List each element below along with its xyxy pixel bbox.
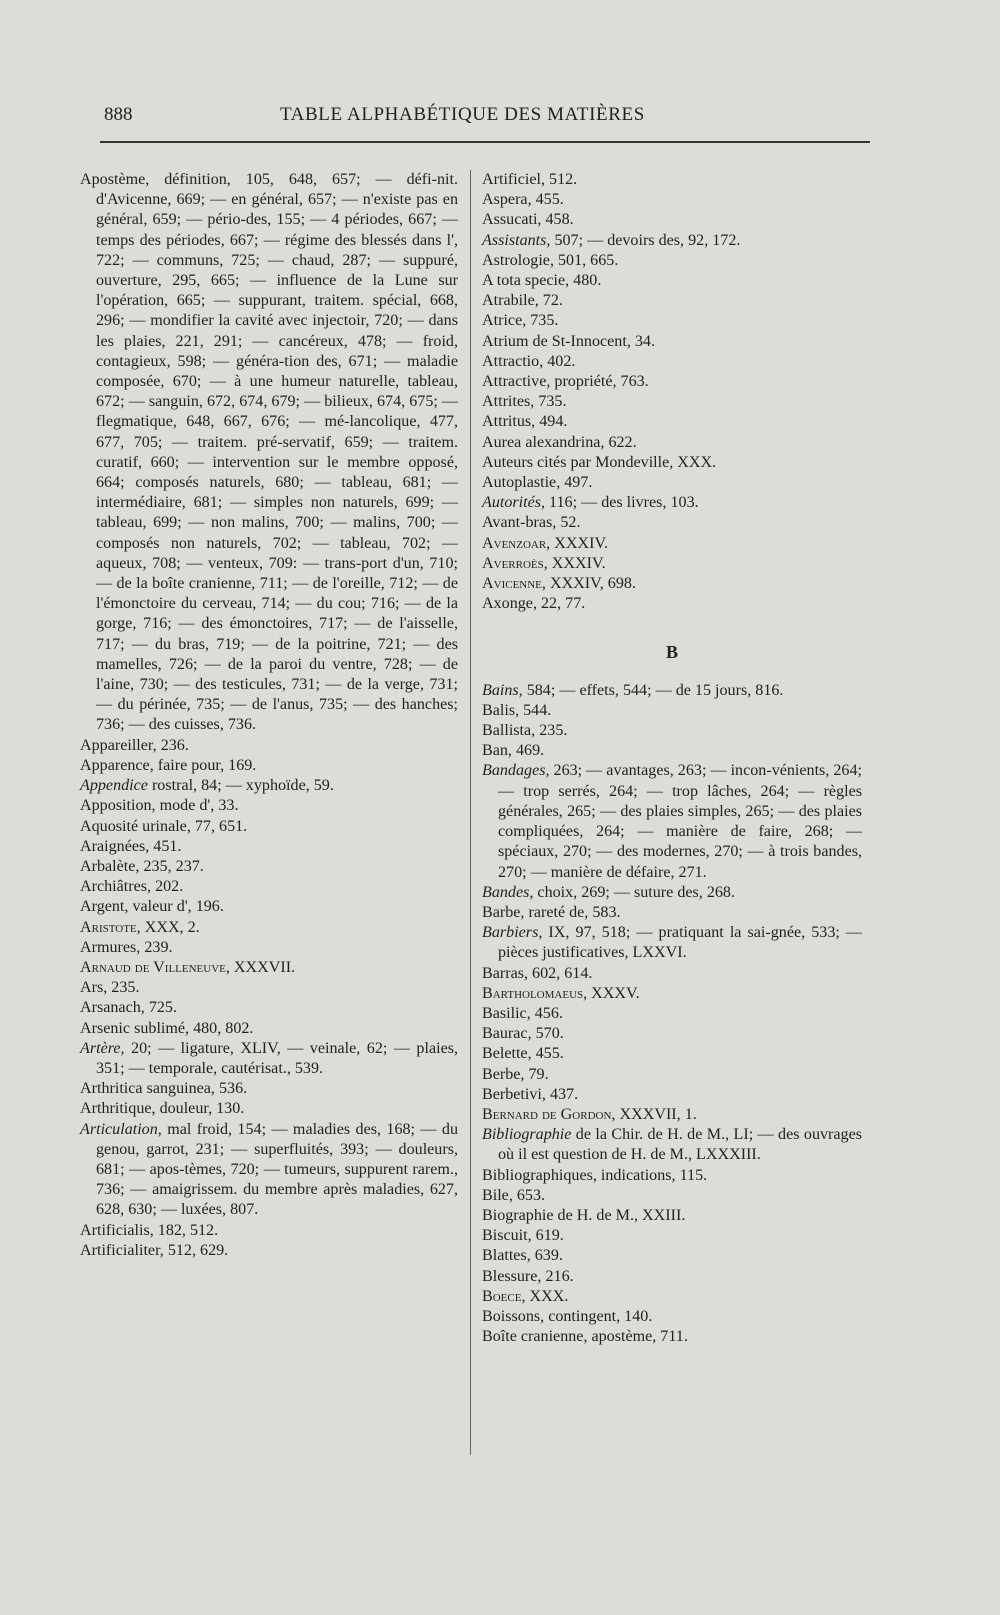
entry-references: 494.: [535, 413, 568, 431]
index-entry: [482, 1226, 862, 1246]
index-entry: [482, 513, 862, 533]
entry-references: XXXIV.: [550, 534, 609, 552]
entry-references: 455.: [531, 191, 564, 209]
entry-references: 235.: [107, 979, 140, 997]
entry-headword: Bains,: [482, 681, 523, 699]
entry-headword: Atrium: [482, 332, 529, 350]
entry-references: 216.: [541, 1267, 574, 1285]
section-letter-b: B: [665, 642, 678, 663]
entry-headword: Bile,: [482, 1186, 513, 1204]
running-title: TABLE ALPHABÉTIQUE DES MATIÈRES: [280, 104, 645, 125]
index-entry: [482, 883, 862, 903]
entry-references: mal froid, 154; — maladies des, 168; — du genou, garrot, 231; — superfluités, 393; — douleurs, 681; — apos-tèmes, 720; — tumeurs, suppurent rarem., 736; — amaigrissem. du membre après maladies, 627, 628, 630; — luxées, 807.: [96, 1120, 458, 1219]
entry-headword: Bartholomaeus,: [482, 984, 588, 1002]
entry-headword: Balis,: [482, 701, 520, 719]
entry-headword: Apostème,: [80, 171, 150, 188]
index-entry: [482, 1024, 862, 1044]
entry-headword: Avicenne,: [482, 575, 546, 593]
entry-references: 455.: [531, 1045, 564, 1063]
entry-headword: Artificiel,: [482, 171, 546, 188]
entry-headword: Arbalète,: [80, 857, 140, 875]
index-entry: [482, 251, 862, 271]
entry-references: choix, 269; — suture des, 268.: [533, 883, 736, 901]
index-entry: [482, 332, 862, 352]
entry-headword: Artificialis,: [80, 1221, 154, 1239]
entry-headword: Appareiller,: [80, 736, 157, 754]
entry-references: alexandrina, 622.: [521, 433, 637, 451]
index-entry: [482, 741, 862, 761]
index-entry: [482, 1186, 862, 1206]
entry-references: 202.: [151, 878, 184, 896]
index-entry: [80, 1120, 458, 1221]
entry-references: contingent, 140.: [544, 1307, 653, 1325]
entry-headword: Attrites,: [482, 393, 535, 411]
entry-headword: Arthritique,: [80, 1100, 156, 1118]
index-entry: [80, 796, 458, 816]
index-entry: [482, 1004, 862, 1024]
entry-headword: Avenzoar,: [482, 534, 551, 552]
index-entry: [482, 1044, 862, 1064]
entry-references: XXX.: [525, 1287, 569, 1305]
entry-references: 512.: [545, 171, 578, 188]
entry-headword: Blessure,: [482, 1267, 542, 1285]
entry-references: 584; — effets, 544; — de 15 jours, 816.: [522, 681, 784, 699]
entry-headword: Aurea: [482, 433, 522, 451]
entry-references: de la Chir. de H. de M., LI; — des ouvrages où il est question de H. de M., LXXXIII.: [498, 1126, 862, 1164]
entry-headword: Assistants,: [482, 231, 551, 249]
entry-references: 469.: [511, 742, 545, 760]
index-entry: [80, 837, 458, 857]
entry-headword: Avant-bras,: [482, 514, 557, 532]
index-entry: [80, 1019, 458, 1039]
header-rule: [100, 141, 870, 143]
index-entry: [482, 594, 862, 614]
index-entry: [80, 938, 458, 958]
index-entry: [482, 701, 862, 721]
entry-headword: Axonge,: [482, 595, 537, 613]
entry-references: de St-Innocent, 34.: [528, 332, 655, 350]
index-entry: [482, 190, 862, 210]
index-entry: [80, 918, 458, 938]
entry-headword: Berbe,: [482, 1065, 525, 1083]
entry-headword: Arsanach,: [80, 999, 145, 1017]
index-entry: [482, 1206, 862, 1226]
index-entry: [482, 1246, 862, 1266]
entry-headword: Armures,: [80, 938, 141, 956]
index-entry: [482, 1065, 862, 1085]
index-entry: [482, 1307, 862, 1327]
entry-references: 20; — ligature, XLIV, — veinale, 62; — plaies, 351; — temporale, cautérisat., 539.: [96, 1039, 458, 1077]
index-entry: [482, 923, 862, 963]
entry-references: 507; — devoirs des, 92, 172.: [550, 231, 741, 249]
index-entry: [80, 978, 458, 998]
entry-references: 235.: [535, 722, 568, 740]
entry-headword: Atrabile,: [482, 292, 539, 310]
index-entry: [482, 352, 862, 372]
entry-headword: Argent,: [80, 898, 129, 916]
entry-references: 239.: [140, 938, 173, 956]
index-entry: [482, 574, 862, 594]
index-entry: [482, 681, 862, 701]
entry-headword: Boece,: [482, 1287, 526, 1305]
index-entry: [80, 776, 458, 796]
index-entry: [80, 736, 458, 756]
entry-headword: Astrologie,: [482, 251, 554, 269]
entry-headword: Arnaud de Villeneuve,: [80, 958, 230, 976]
entry-headword: Aspera,: [482, 191, 532, 209]
entry-references: valeur d', 196.: [128, 898, 224, 916]
entry-headword: Artère,: [80, 1039, 125, 1057]
right-column-b-entries: [482, 681, 862, 1348]
entry-headword: Basilic,: [482, 1004, 531, 1022]
entry-headword: Auteurs: [482, 453, 533, 471]
entry-references: 402.: [543, 352, 576, 370]
entry-references: 497.: [560, 474, 593, 492]
entry-references: XXXIV.: [547, 554, 606, 572]
index-entry: [482, 1267, 862, 1287]
entry-references: cranienne, apostème, 711.: [516, 1328, 688, 1346]
entry-references: XXXV.: [587, 984, 640, 1002]
index-entry: [80, 1079, 458, 1099]
entry-references: 236.: [156, 736, 189, 754]
entry-headword: Biographie: [482, 1206, 554, 1224]
entry-references: 725.: [144, 999, 177, 1017]
entry-headword: Araignées,: [80, 837, 150, 855]
entry-references: 735.: [526, 312, 559, 330]
index-entry: [482, 721, 862, 741]
entry-headword: Averroès,: [482, 554, 548, 572]
entry-references: 639.: [530, 1247, 563, 1265]
entry-references: 456.: [530, 1004, 563, 1022]
entry-headword: Bandes,: [482, 883, 534, 901]
index-entry: [80, 756, 458, 776]
entry-headword: Apposition,: [80, 797, 156, 815]
index-entry: [80, 1099, 458, 1119]
column-divider: [470, 170, 471, 1455]
index-entry: [482, 493, 862, 513]
entry-references: 72.: [538, 292, 563, 310]
index-entry: [482, 903, 862, 923]
entry-references: XXXVII.: [229, 958, 296, 976]
entry-references: rostral, 84; — xyphoïde, 59.: [147, 777, 334, 795]
entry-headword: Assucati,: [482, 211, 542, 229]
index-entry: [482, 271, 862, 291]
right-column: [482, 170, 862, 1347]
index-entry: [482, 473, 862, 493]
left-column: [80, 170, 458, 1261]
index-entry: [482, 761, 862, 882]
entry-references: 544.: [519, 701, 552, 719]
entry-headword: Bernard de Gordon,: [482, 1105, 616, 1123]
index-entry: [80, 998, 458, 1018]
entry-headword: Belette,: [482, 1045, 532, 1063]
entry-headword: Baurac,: [482, 1025, 532, 1043]
entry-headword: Barbe,: [482, 903, 525, 921]
index-entry: [482, 231, 862, 251]
entry-headword: Ban,: [482, 742, 512, 760]
index-entry: [80, 877, 458, 897]
entry-references: faire pour, 169.: [153, 756, 257, 774]
index-entry: [80, 897, 458, 917]
entry-headword: Archiâtres,: [80, 878, 152, 896]
entry-references: 735.: [534, 393, 567, 411]
entry-references: 116; — des livres, 103.: [545, 494, 699, 512]
index-entry: [482, 1105, 862, 1125]
entry-headword: Bandages,: [482, 762, 550, 780]
index-entry: [482, 412, 862, 432]
entry-headword: Ars,: [80, 979, 108, 997]
entry-headword: Arthritica: [80, 1080, 143, 1098]
entry-references: 619.: [531, 1227, 564, 1245]
entry-references: 182, 512.: [153, 1221, 219, 1239]
entry-headword: Apparence,: [80, 756, 154, 774]
entry-references: 512, 629.: [163, 1241, 229, 1259]
index-entry: [482, 964, 862, 984]
entry-references: 653.: [512, 1186, 546, 1204]
index-entry: [482, 372, 862, 392]
entry-references: 22, 77.: [536, 595, 586, 613]
entry-headword: Artificialiter,: [80, 1241, 164, 1259]
page-number: 888: [104, 104, 133, 125]
entry-headword: Arsenic: [80, 1019, 131, 1037]
index-entry: [482, 291, 862, 311]
index-entry: [80, 1221, 458, 1241]
entry-references: IX, 97, 518; — pratiquant la sai-gnée, 533; — pièces justificatives, LXXVI.: [498, 924, 862, 962]
entry-references: 79.: [524, 1065, 549, 1083]
entry-headword: Berbetivi,: [482, 1085, 546, 1103]
entry-headword: Boissons,: [482, 1307, 545, 1325]
entry-headword: Boîte: [482, 1328, 517, 1346]
page-header: [100, 104, 870, 134]
index-entry: [80, 817, 458, 837]
entry-references: 52.: [556, 514, 581, 532]
entry-references: mode d', 33.: [155, 797, 239, 815]
entry-headword: Attritus,: [482, 413, 536, 431]
index-entry: [482, 534, 862, 554]
entry-headword: Attractio,: [482, 352, 544, 370]
index-entry: [482, 1287, 862, 1307]
index-entry: [482, 433, 862, 453]
entry-references: 263; — avantages, 263; — incon-vénients, 264; — trop serrés, 264; — trop lâches, 264; — règles générales, 265; — des plaies simples, 265; — des plaies compliquées, 264; — manière de faire, 268; — spéciaux, 270; — des modernes, 270; — à trois bandes, 270; — manière de défaire, 271.: [498, 762, 862, 881]
index-entry: [482, 311, 862, 331]
entry-headword: Atrice,: [482, 312, 527, 330]
index-entry: [482, 1085, 862, 1105]
entry-references: 570.: [531, 1025, 564, 1043]
entry-headword: Appendice: [80, 777, 148, 795]
entry-references: 235, 237.: [139, 857, 204, 875]
entry-references: cités par Mondeville, XXX.: [532, 453, 717, 471]
entry-references: 437.: [545, 1085, 579, 1103]
entry-headword: Ballista,: [482, 722, 536, 740]
entry-headword: Aristote,: [80, 918, 141, 936]
entry-references: 451.: [149, 837, 182, 855]
entry-headword: Blattes,: [482, 1247, 531, 1265]
entry-headword: Articulation,: [80, 1120, 162, 1138]
entry-headword: Bibliographiques,: [482, 1166, 597, 1184]
entry-headword: Biscuit,: [482, 1227, 532, 1245]
entry-references: de H. de M., XXIII.: [553, 1206, 686, 1224]
entry-headword: Aquosité: [80, 817, 139, 835]
index-entry: [482, 170, 862, 190]
entry-references: 480.: [569, 272, 602, 290]
entry-references: XXX, 2.: [140, 918, 200, 936]
entry-references: définition, 105, 648, 657; — défi-nit. d'Avicenne, 669; — en général, 657; — n'existe pas en général, 659; — pério-des, 155; — 4 périodes, 667; — temps des périodes, 667; — régime des blessés dans l', 722; — communs, 725; — chaud, 287; — suppuré, ouverture, 295, 665; — influence de la Lune sur l'opération, 665; — suppurant, traitem. spécial, 668, 296; — mondifier la cavité avec injectoir, 720; — dans les plaies, 221, 291; — cancéreux, 478; — froid, contagieux, 598; — généra-tion des, 671; — maladie composée, 670; — à une humeur naturelle, tableau, 672; — sanguin, 672, 674, 679; — bilieux, 674, 675; — flegmatique, 648, 667, 676; — mé-lancolique, 477, 677, 705; — traitem. pré-servatif, 659; — traitem. curatif, 660; — intervention sur le membre opposé, 664; composés naturels, 680; — tableau, 681; — intermédiaire, 681; — simples non naturels, 699; — tableau, 699; — non malins, 700; — malins, 700; — composés non naturels, 702; — tableau, 702; — aqueux, 708; — venteux, 709: — trans-port d'un, 710; — de la boîte cranienne, 711; — de l'oreille, 712; — de l'émonctoire du cerveau, 714; — du cou; 716; — de la gorge, 716; — des émonctoires, 717; — de l'aisselle, 717; — du bras, 719; — de la poitrine, 721; — des mamelles, 726; — de la paroi du ventre, 728; — de l'aine, 730; — des testicules, 731; — de la verge, 731; — du périnée, 735; — de l'anus, 735; — des hanches; 736; — des cuisses, 736.: [96, 171, 458, 734]
index-entry: [80, 1241, 458, 1261]
entry-references: 458.: [541, 211, 574, 229]
entry-references: 602, 614.: [528, 964, 593, 982]
entry-headword: Barras,: [482, 964, 529, 982]
entry-references: 501, 665.: [553, 251, 619, 269]
entry-headword: Barbiers,: [482, 924, 543, 942]
index-entry: [482, 984, 862, 1004]
index-entry: [482, 1125, 862, 1165]
index-entry: [482, 1166, 862, 1186]
entry-references: urinale, 77, 651.: [138, 817, 248, 835]
index-entry: [80, 958, 458, 978]
entry-headword: Autoplastie,: [482, 474, 561, 492]
entry-references: sublimé, 480, 802.: [130, 1019, 254, 1037]
entry-references: douleur, 130.: [155, 1100, 245, 1118]
entry-headword: A tota specie,: [482, 272, 570, 290]
index-entry: [482, 210, 862, 230]
index-entry: [482, 453, 862, 473]
entry-references: indications, 115.: [596, 1166, 708, 1184]
entry-references: rareté de, 583.: [524, 903, 621, 921]
entry-references: sanguinea, 536.: [142, 1080, 248, 1098]
index-entry: [482, 554, 862, 574]
entry-references: XXXIV, 698.: [545, 575, 636, 593]
index-entry: [80, 170, 458, 736]
entry-references: propriété, 763.: [550, 373, 649, 391]
index-entry: [80, 1039, 458, 1079]
entry-headword: Bibliographie: [482, 1126, 572, 1144]
entry-headword: Autorités,: [482, 494, 546, 512]
right-column-a-entries: [482, 170, 862, 614]
entry-references: XXXVII, 1.: [615, 1105, 697, 1123]
index-entry: [482, 392, 862, 412]
index-entry: [80, 857, 458, 877]
index-entry: [482, 1327, 862, 1347]
entry-headword: Attractive,: [482, 373, 551, 391]
